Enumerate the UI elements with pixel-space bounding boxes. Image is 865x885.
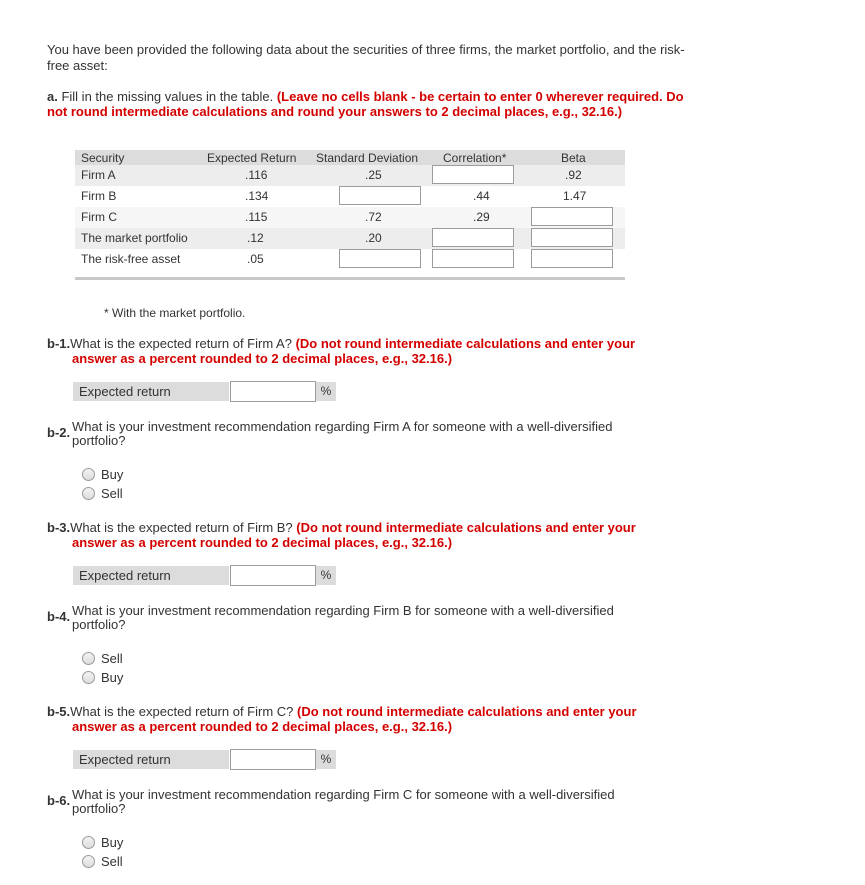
b1-number: b-1. <box>47 336 71 351</box>
b1-instruction: (Do not round intermediate calculations and enter your <box>295 336 636 351</box>
question-b5 <box>47 704 667 734</box>
b4-text: What is your investment recommendation regarding Firm B for someone with a well-diversified <box>72 603 614 618</box>
b6-option-buy[interactable]: Buy <box>82 835 123 850</box>
b1-text: What is the expected return of Firm A? <box>70 336 292 351</box>
market-beta-input[interactable] <box>531 228 613 247</box>
table-footnote: * With the market portfolio. <box>104 306 246 320</box>
b5-percent-unit: % <box>316 750 336 769</box>
part-a-text: Fill in the missing values in the table. <box>61 89 274 104</box>
header-security: Security <box>81 151 125 165</box>
firm-a-beta: .92 <box>565 168 582 182</box>
table-bottom-border <box>75 277 625 280</box>
b3-instruction-line2: answer as a percent rounded to 2 decimal places, e.g., 32.16.) <box>72 535 453 550</box>
header-expected-return: Expected Return <box>207 151 297 165</box>
header-beta: Beta <box>561 151 586 165</box>
b4-text-line2: portfolio? <box>72 617 126 632</box>
firm-b-std-dev-input[interactable] <box>339 186 421 205</box>
question-b1 <box>47 336 667 366</box>
table-row-firm-c-security: Firm C <box>81 210 117 224</box>
b2-text-line2: portfolio? <box>72 433 126 448</box>
firm-a-correlation-input[interactable] <box>432 165 514 184</box>
b5-number: b-5. <box>47 704 71 719</box>
radio-icon[interactable] <box>82 487 95 500</box>
riskfree-expected-return: .05 <box>247 252 264 266</box>
table-row-market-security: The market portfolio <box>81 231 188 245</box>
firm-a-expected-return: .116 <box>245 168 268 182</box>
firm-b-beta: 1.47 <box>563 189 587 203</box>
b2-option-buy[interactable]: Buy <box>82 467 123 482</box>
header-std-dev: Standard Deviation <box>316 151 419 165</box>
header-correlation: Correlation* <box>443 151 507 165</box>
firm-b-correlation: .44 <box>473 189 490 203</box>
b4-option-sell[interactable]: Sell <box>82 651 123 666</box>
b2-text: What is your investment recommendation regarding Firm A for someone with a well-diversified <box>72 419 613 434</box>
b4-number: b-4. <box>47 609 71 624</box>
firm-a-std-dev: .25 <box>365 168 382 182</box>
question-b2 <box>47 420 667 448</box>
b2-number: b-2. <box>47 425 71 440</box>
b6-number: b-6. <box>47 793 71 808</box>
riskfree-std-dev-input[interactable] <box>339 249 421 268</box>
b5-answer-label: Expected return <box>73 750 229 769</box>
b3-number: b-3. <box>47 520 71 535</box>
firm-c-beta-input[interactable] <box>531 207 613 226</box>
table-row-firm-b-security: Firm B <box>81 189 117 203</box>
b3-expected-return-input[interactable] <box>230 565 316 586</box>
b5-instruction-line2: answer as a percent rounded to 2 decimal places, e.g., 32.16.) <box>72 719 453 734</box>
b1-percent-unit: % <box>316 382 336 401</box>
part-a-label: a. <box>47 89 58 104</box>
radio-icon[interactable] <box>82 855 95 868</box>
intro-text: You have been provided the following data about the securities of three firms, the market portfolio, and the risk-free asset: <box>47 42 685 73</box>
radio-icon[interactable] <box>82 652 95 665</box>
b1-expected-return-input[interactable] <box>230 381 316 402</box>
b2-option-sell[interactable]: Sell <box>82 486 123 501</box>
b3-text: What is the expected return of Firm B? <box>70 520 293 535</box>
table-row-riskfree-security: The risk-free asset <box>81 252 181 266</box>
firm-c-expected-return: .115 <box>245 210 268 224</box>
riskfree-correlation-input[interactable] <box>432 249 514 268</box>
b1-answer-label: Expected return <box>73 382 229 401</box>
question-b3 <box>47 520 667 550</box>
b1-instruction-line2: answer as a percent rounded to 2 decimal places, e.g., 32.16.) <box>72 351 453 366</box>
part-a-question <box>47 89 687 119</box>
radio-icon[interactable] <box>82 468 95 481</box>
b3-instruction: (Do not round intermediate calculations and enter your <box>296 520 636 535</box>
b3-answer-label: Expected return <box>73 566 229 585</box>
b6-text-line2: portfolio? <box>72 801 126 816</box>
radio-icon[interactable] <box>82 836 95 849</box>
market-expected-return: .12 <box>247 231 264 245</box>
part-a-instruction: (Leave no cells blank - be certain to enter 0 wherever required. Do not round intermediate calculations and round your answers to 2 decimal places, e.g., 32.16.) <box>47 89 684 119</box>
question-b4 <box>47 604 667 632</box>
market-correlation-input[interactable] <box>432 228 514 247</box>
firm-b-expected-return: .134 <box>245 189 269 203</box>
b3-percent-unit: % <box>316 566 336 585</box>
b5-expected-return-input[interactable] <box>230 749 316 770</box>
radio-icon[interactable] <box>82 671 95 684</box>
b6-option-sell[interactable]: Sell <box>82 854 123 869</box>
b4-option-buy[interactable]: Buy <box>82 670 123 685</box>
b5-instruction: (Do not round intermediate calculations and enter your <box>297 704 637 719</box>
riskfree-beta-input[interactable] <box>531 249 613 268</box>
market-std-dev: .20 <box>365 231 382 245</box>
b5-text: What is the expected return of Firm C? <box>70 704 294 719</box>
question-b6 <box>47 788 667 816</box>
firm-c-correlation: .29 <box>473 210 490 224</box>
table-row-firm-a-security: Firm A <box>81 168 116 182</box>
firm-c-std-dev: .72 <box>365 210 382 224</box>
b6-text: What is your investment recommendation regarding Firm C for someone with a well-diversified <box>72 787 615 802</box>
